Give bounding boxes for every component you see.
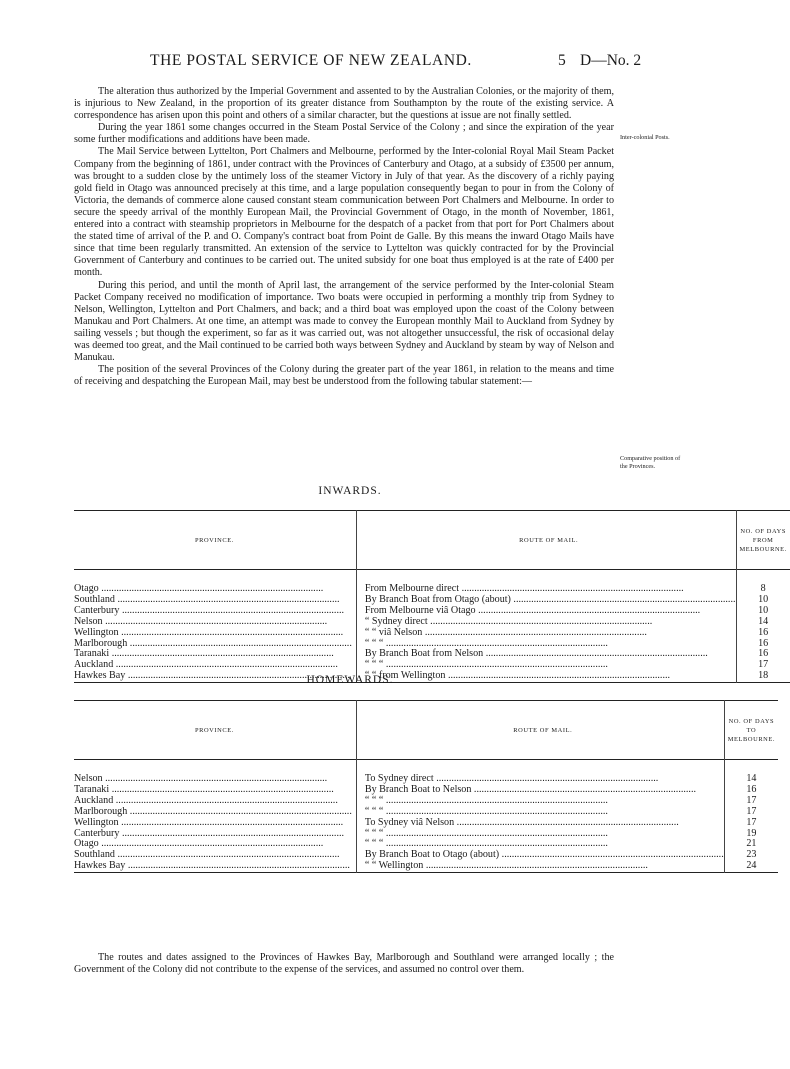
province-cell: Nelson	[74, 773, 103, 784]
homewards-title: HOMEWARDS.	[306, 674, 394, 686]
route-cell: To Sydney direct	[364, 773, 434, 784]
margin-note-comparative: Comparative position of	[620, 455, 681, 462]
route-cell: By Branch Boat from Nelson	[364, 648, 484, 660]
homewards-table	[74, 700, 778, 873]
route-cell: “ “ “	[364, 838, 384, 850]
column-header-days: NO. OF DAYS TO MELBOURNE.	[727, 717, 776, 743]
days-cell: 18	[758, 670, 769, 682]
province-cell: Hawkes Bay	[74, 670, 126, 682]
days-cell: 17	[746, 794, 757, 806]
province-cell: Wellington	[74, 626, 119, 638]
days-cell: 17	[746, 816, 757, 828]
days-cell: 14	[746, 773, 757, 784]
province-cell: Otago	[74, 583, 99, 594]
route-cell: By Branch Boat to Nelson	[364, 783, 472, 795]
inwards-title: INWARDS.	[318, 485, 382, 497]
province-cell: Marlborough	[74, 637, 128, 649]
days-cell: 19	[746, 827, 757, 839]
province-cell: Auckland	[74, 659, 114, 671]
paragraph: During this period, and until the month of April last, the arrangement of the service performed by the Inter-colonial Steam Packet Company received no modification of importance. Two boats were occupied in performing a monthly trip from Sydney to Nelson, Wellington, Lyttelton and Port Chalmers, and back; and a third boat was employed upon the coast of the Colony between Manukau and Port Chalmers. At one time, an attempt was made to convey the European monthly Mail to Auckland from Sydney by sailing vessels ; but though the experiment, so far as it was carried out, was not altogether unsuccessful, the risk of occasional delay was deemed too great, and the Mail continued to be carried both ways between Sydney and Auckland by steam by way of Nelson and Manukau.	[74, 279, 614, 364]
days-cell: 17	[758, 659, 769, 671]
province-cell: Canterbury	[74, 604, 120, 616]
days-cell: 14	[758, 615, 769, 627]
route-cell: “ “ “	[364, 637, 384, 649]
route-cell: To Sydney viâ Nelson	[364, 816, 455, 828]
route-cell: From Melbourne direct	[364, 583, 460, 594]
page-header	[0, 52, 700, 78]
province-cell: Wellington	[74, 816, 119, 828]
body-text-bottom	[74, 952, 614, 976]
route-cell: “ “ “	[364, 805, 384, 817]
days-cell: 10	[758, 593, 769, 605]
paragraph: The Mail Service between Lyttelton, Port Chalmers and Melbourne, performed by the Inter-colonial Royal Mail Steam Packet Company from the beginning of 1861, under contract with the Provinces of Canterbury and Otago, at a subsidy of £3500 per annum, was brought to a sudden close by the untimely loss of the steamer Victory in July of that year. As the discovery of a richly paying gold field in Otago was announced precisely at this time, and a large population consequently began to pour in from the Colony of Victoria, the demands of commerce alone caused constant steam communication between Port Chalmers and Melbourne. In order to secure the speedy arrival of the monthly European Mail, the Provincial Government of Otago, in the month of November, 1861, entered into a contract with steamship proprietors in Melbourne for the despatch of a packet from that port for Port Chalmers about the stated time of arrival of the P. and O. Company's contract boat from Point de Galle. By this means the inward Otago Mails have since that time been regularly transmitted. An extension of the service to Lyttelton was quickly contracted for by the Provincial Government of Canterbury and continues to be carried out. The united subsidy for one boat thus employed is at the rate of £400 per month.	[74, 146, 614, 279]
days-cell: 16	[758, 648, 769, 660]
closing-paragraph: The routes and dates assigned to the Provinces of Hawkes Bay, Marlborough and Southland were arranged locally ; the Government of the Colony did not contribute to the expense of the services, and assumed no control over them.	[74, 952, 614, 976]
days-cell: 16	[758, 637, 769, 649]
inwards-table	[74, 510, 790, 683]
route-cell: “ “ viâ Nelson	[364, 626, 423, 638]
margin-note-inter-colonial: Inter-colonial Posts.	[620, 134, 670, 141]
route-cell: “ Sydney direct	[364, 615, 428, 627]
paragraph: The position of the several Provinces of the Colony during the greater part of the year 1861, in relation to the means and time of receiving and despatching the European Mail, may best be understood from the following tabular statement:—	[74, 364, 614, 388]
route-cell: “ “ “	[364, 659, 384, 671]
table-row	[74, 760, 778, 785]
days-cell: 10	[758, 604, 769, 616]
margin-note-provinces: the Provinces.	[620, 463, 656, 470]
days-cell: 16	[758, 626, 769, 638]
route-cell: “ “ “	[364, 794, 384, 806]
route-cell: “ “ from Wellington	[364, 670, 446, 682]
province-cell: Otago	[74, 838, 99, 850]
table-row	[74, 861, 778, 872]
province-cell: Auckland	[74, 794, 114, 806]
province-cell: Nelson	[74, 615, 103, 627]
days-cell: 16	[746, 783, 757, 795]
column-header-route: ROUTE OF MAIL.	[356, 511, 736, 570]
province-cell: Southland	[74, 593, 115, 605]
route-cell: By Branch Boat from Otago (about)	[364, 593, 511, 605]
route-cell: “ “ “	[364, 827, 384, 839]
route-cell: “ “ Wellington	[364, 860, 424, 872]
table-header-row	[74, 511, 790, 570]
column-header-route: ROUTE OF MAIL.	[356, 701, 724, 760]
table-header-row	[74, 701, 778, 760]
page-number: 5	[558, 52, 566, 69]
days-cell: 24	[746, 860, 757, 872]
table-row	[74, 570, 790, 595]
paragraph: The alteration thus authorized by the Imperial Government and assented to by the Australian Colonies, or the majority of them, is injurious to New Zealand, in the proportion of its greater distance from Southampton by the route of the existing service. A correspondence has arisen upon this point and others of a similar character, but the questions at issue are not finally settled.	[74, 86, 614, 122]
days-cell: 8	[760, 583, 766, 594]
province-cell: Canterbury	[74, 827, 120, 839]
province-cell: Taranaki	[74, 783, 110, 795]
days-cell: 23	[746, 849, 757, 861]
page-title: THE POSTAL SERVICE OF NEW ZEALAND.	[150, 52, 472, 69]
province-cell: Southland	[74, 849, 115, 861]
body-text-top	[74, 86, 614, 388]
province-cell: Taranaki	[74, 648, 110, 660]
route-cell: From Melbourne viâ Otago	[364, 604, 476, 616]
column-header-province: PROVINCE.	[194, 536, 234, 544]
document-reference: D—No. 2	[580, 52, 642, 69]
days-cell: 21	[746, 838, 757, 850]
province-cell: Hawkes Bay	[74, 860, 126, 872]
province-cell: Marlborough	[74, 805, 128, 817]
column-header-province: PROVINCE.	[194, 726, 234, 734]
paragraph: During the year 1861 some changes occurred in the Steam Postal Service of the Colony ; and since the expiration of the year some further modifications and additions have been made.	[74, 122, 614, 146]
route-cell: By Branch Boat to Otago (about)	[364, 849, 500, 861]
days-cell: 17	[746, 805, 757, 817]
column-header-days: NO. OF DAYS FROM MELBOURNE.	[739, 527, 787, 553]
